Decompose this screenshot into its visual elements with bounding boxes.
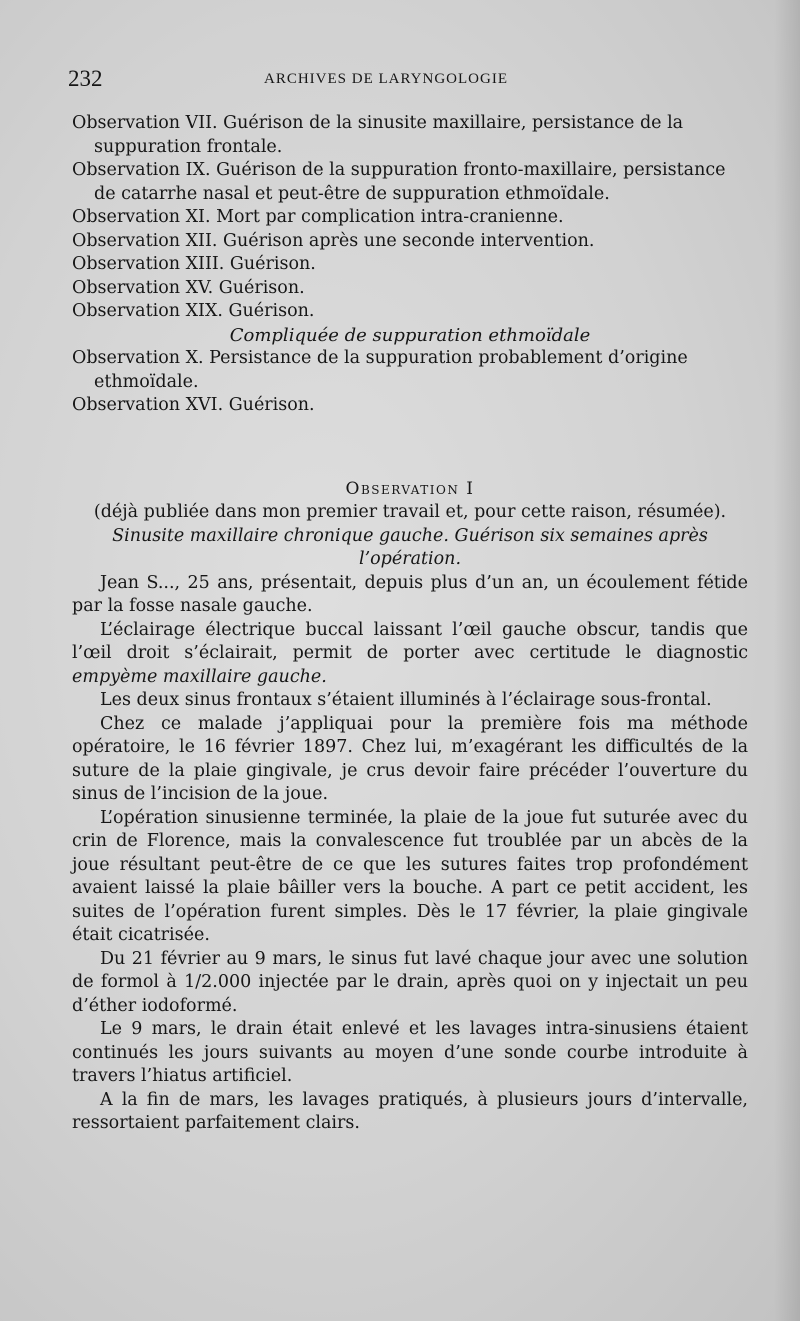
list-item: Observation X. Persistance de la suppuration probablement d’origine ethmoïdale. — [72, 348, 688, 392]
list-item: Observation XVI. Guérison. — [72, 395, 315, 415]
page-number: 232 — [68, 66, 103, 91]
paragraph: Chez ce malade j’appliquai pour la première fois ma méthode opératoire, le 16 février 1897. Chez lui, m’exagérant les difficultés de la suture de la plaie gingivale, je crus devoir faire précéder l’ouverture du sinus de l’incision de la joue. — [72, 713, 748, 804]
list-item: Observation XII. Guérison après une seconde intervention. — [72, 230, 595, 251]
paragraph: A la fin de mars, les lavages pratiqués, à plusieurs jours d’intervalle, ressortaient parfaitement clairs. — [72, 1089, 748, 1133]
paragraph: Les deux sinus frontaux s’étaient illuminés à l’éclairage sous-frontal. — [100, 690, 712, 710]
observation-summary: Sinusite maxillaire chronique gauche. Guérison six semaines après l’opération. — [112, 525, 708, 569]
paragraph — [72, 619, 748, 690]
observation-subtitle: (déjà publiée dans mon premier travail et, pour cette raison, résumée). — [93, 502, 727, 522]
running-title: ARCHIVES DE LARYNGOLOGIE — [264, 71, 508, 87]
page-header — [68, 66, 758, 96]
paragraph: Du 21 février au 9 mars, le sinus fut lavé chaque jour avec une solution de formol à 1/2.000 injectée par le drain, après quoi on y injectait un peu d’éther iodoformé. — [72, 948, 748, 1016]
list-item: Observation XI. Mort par complication intra-cranienne. — [72, 207, 564, 227]
paragraph: Jean S..., 25 ans, présentait, depuis plus d’un an, un écoulement fétide par la fosse nasale gauche. — [72, 572, 748, 616]
paragraph: L’opération sinusienne terminée, la plaie de la joue fut suturée avec du crin de Florence, mais la convalescence fut troublée par un abcès de la joue résultant peut-être de ce que les sutures faites trop profondément avaient laissé la plaie bâiller vers la bouche. A part ce petit accident, les suites de l’opération furent simples. Dès le 17 février, la plaie gingivale était cicatrisée. — [72, 807, 748, 945]
list-item: Observation XV. Guérison. — [72, 277, 305, 298]
page-content — [72, 112, 748, 1136]
section-heading: Compliquée de suppuration ethmoïdale — [229, 324, 591, 346]
observation-title: Observation I — [345, 478, 475, 499]
list-item: Observation VII. Guérison de la sinusite maxillaire, persistance de la suppuration frontale. — [72, 113, 684, 157]
list-item: Observation XIX. Guérison. — [72, 301, 315, 321]
list-item: Observation IX. Guérison de la suppuration fronto-maxillaire, persistance de catarrhe nasal et peut-être de suppuration ethmoïdale. — [72, 160, 726, 204]
paragraph: Le 9 mars, le drain était enlevé et les lavages intra-sinusiens étaient continués les jours suivants au moyen d’une sonde courbe introduite à travers l’hiatus artificiel. — [72, 1019, 748, 1086]
diagnosis-text: empyème maxillaire gauche. — [72, 666, 327, 687]
list-item: Observation XIII. Guérison. — [72, 254, 316, 274]
paragraph-text: L’éclairage électrique buccal laissant l’œil gauche obscur, tandis que l’œil droit s’éclairait, permit de porter avec certitude le diagnostic — [72, 619, 748, 663]
